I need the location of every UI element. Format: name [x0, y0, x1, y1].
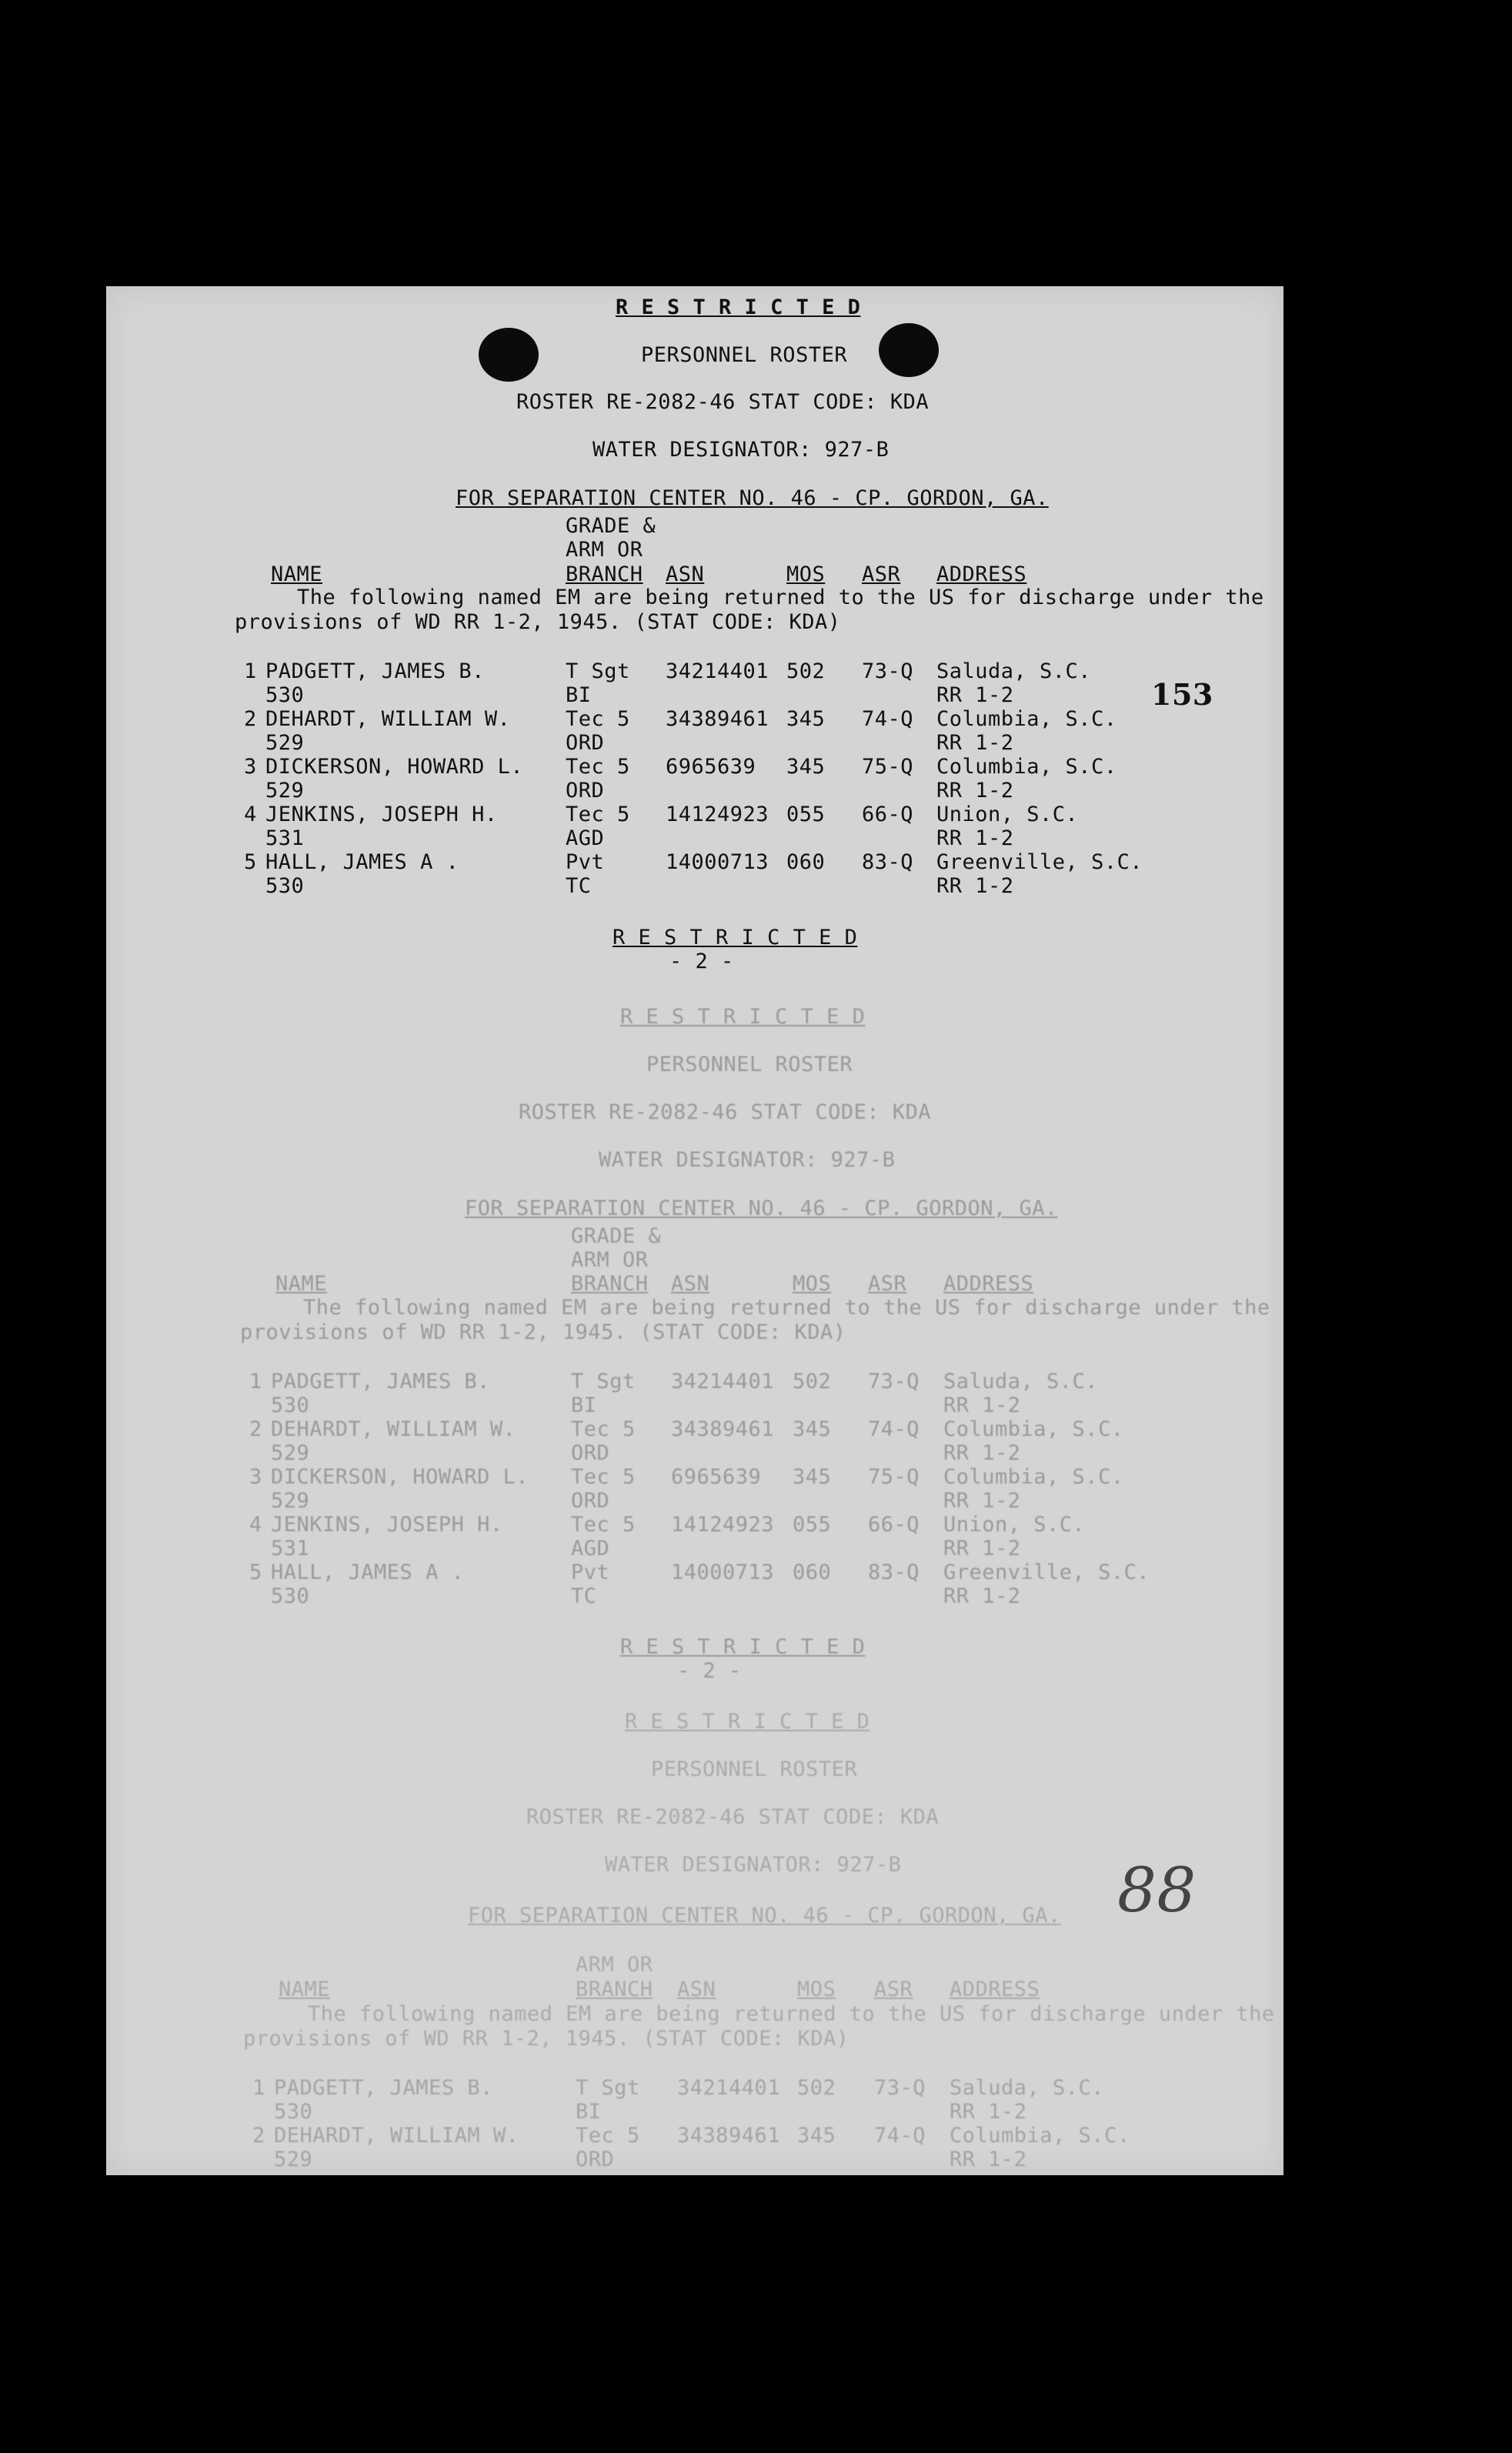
separation-center: FOR SEPARATION CENTER NO. 46 - CP. GORDON, GA.	[465, 1196, 1058, 1220]
water-designator: WATER DESIGNATOR: 927-B	[605, 1853, 902, 1877]
row-grade: Tec 5	[571, 1465, 636, 1489]
row-number: 1	[244, 659, 257, 683]
header-asn: ASN	[677, 1977, 716, 2001]
row-name: HALL, JAMES A .	[271, 1560, 465, 1584]
row-asr: 74-Q	[874, 2124, 926, 2148]
row-branch: BI	[576, 2100, 602, 2124]
roster-line: ROSTER RE-2082-46 STAT CODE: KDA	[526, 1805, 940, 1829]
row-grade: T Sgt	[566, 659, 630, 683]
header-arm: ARM OR	[566, 538, 643, 562]
row-grade: T Sgt	[576, 2076, 640, 2100]
row-code: 530	[265, 874, 305, 898]
row-asn: 14124923	[671, 1513, 775, 1537]
page-marker: - 2 -	[669, 949, 734, 973]
row-mos: 060	[786, 850, 826, 874]
row-grade: Tec 5	[566, 803, 630, 826]
row-code: 529	[265, 731, 305, 755]
row-grade: Pvt	[566, 850, 605, 874]
row-address: Union, S.C.	[936, 803, 1079, 826]
header-name: NAME	[275, 1272, 328, 1296]
row-grade: Tec 5	[566, 707, 630, 731]
row-address: Columbia, S.C.	[943, 1417, 1124, 1441]
header-branch: BRANCH	[571, 1272, 649, 1296]
header-asn: ASN	[666, 562, 705, 586]
header-address: ADDRESS	[936, 562, 1027, 586]
row-address: Union, S.C.	[943, 1513, 1086, 1537]
roster-title: PERSONNEL ROSTER	[641, 343, 848, 367]
row-name: PADGETT, JAMES B.	[265, 659, 485, 683]
row-name: DEHARDT, WILLIAM W.	[271, 1417, 516, 1441]
header-arm: ARM OR	[571, 1248, 649, 1272]
row-name: DEHARDT, WILLIAM W.	[274, 2124, 519, 2148]
row-grade: Tec 5	[571, 1417, 636, 1441]
roster-title: PERSONNEL ROSTER	[646, 1053, 853, 1076]
separation-center: FOR SEPARATION CENTER NO. 46 - CP. GORDON, GA.	[468, 1904, 1061, 1927]
water-designator: WATER DESIGNATOR: 927-B	[599, 1148, 896, 1172]
row-address-2: RR 1-2	[936, 779, 1014, 803]
row-address-2: RR 1-2	[936, 874, 1014, 898]
row-code: 530	[265, 683, 305, 707]
row-code: 530	[271, 1584, 310, 1608]
row-address-2: RR 1-2	[943, 1393, 1021, 1417]
water-designator: WATER DESIGNATOR: 927-B	[592, 438, 890, 462]
row-branch: AGD	[566, 826, 605, 850]
header-asr: ASR	[862, 562, 901, 586]
row-mos: 502	[793, 1370, 832, 1393]
intro-line-1: The following named EM are being returned to the US for discharge under the	[303, 1296, 1270, 1320]
row-asn: 14000713	[671, 1560, 775, 1584]
header-arm: ARM OR	[576, 1953, 653, 1977]
row-number: 3	[249, 1465, 262, 1489]
row-number: 2	[244, 707, 257, 731]
header-asr: ASR	[868, 1272, 907, 1296]
header-grade: GRADE &	[571, 1224, 662, 1248]
row-mos: 345	[786, 707, 826, 731]
row-asn: 34389461	[666, 707, 769, 731]
intro-line-1: The following named EM are being returned to the US for discharge under the	[297, 586, 1264, 609]
row-address: Saluda, S.C.	[936, 659, 1092, 683]
page-bottom-margin	[0, 2175, 1512, 2453]
row-address-2: RR 1-2	[943, 1441, 1021, 1465]
row-branch: ORD	[566, 779, 605, 803]
row-branch: TC	[566, 874, 592, 898]
row-asr: 73-Q	[874, 2076, 926, 2100]
header-address: ADDRESS	[943, 1272, 1034, 1296]
row-grade: Tec 5	[571, 1513, 636, 1537]
intro-line-2: provisions of WD RR 1-2, 1945. (STAT CODE: KDA)	[243, 2027, 849, 2051]
row-branch: BI	[566, 683, 592, 707]
row-name: HALL, JAMES A .	[265, 850, 459, 874]
classification-header: R E S T R I C T E D	[616, 295, 861, 319]
header-grade: GRADE &	[566, 514, 656, 538]
row-number: 1	[252, 2076, 265, 2100]
row-branch: AGD	[571, 1537, 610, 1560]
header-branch: BRANCH	[566, 562, 643, 586]
header-address: ADDRESS	[950, 1977, 1040, 2001]
row-asr: 73-Q	[868, 1370, 920, 1393]
row-asr: 66-Q	[868, 1513, 920, 1537]
row-branch: ORD	[576, 2148, 615, 2171]
header-mos: MOS	[797, 1977, 836, 2001]
separation-center: FOR SEPARATION CENTER NO. 46 - CP. GORDON, GA.	[456, 486, 1049, 510]
row-grade: Tec 5	[576, 2124, 640, 2148]
row-address-2: RR 1-2	[950, 2100, 1027, 2124]
row-branch: TC	[571, 1584, 597, 1608]
row-grade: Pvt	[571, 1560, 610, 1584]
row-branch: ORD	[571, 1441, 610, 1465]
header-name: NAME	[271, 562, 323, 586]
row-address-2: RR 1-2	[943, 1489, 1021, 1513]
row-asn: 34214401	[677, 2076, 781, 2100]
punch-hole-right	[879, 323, 939, 377]
row-number: 2	[249, 1417, 262, 1441]
row-name: JENKINS, JOSEPH H.	[271, 1513, 503, 1537]
row-address: Columbia, S.C.	[950, 2124, 1130, 2148]
header-mos: MOS	[793, 1272, 832, 1296]
row-name: DICKERSON, HOWARD L.	[265, 755, 524, 779]
row-asr: 83-Q	[868, 1560, 920, 1584]
row-address: Columbia, S.C.	[943, 1465, 1124, 1489]
row-mos: 060	[793, 1560, 832, 1584]
row-address: Greenville, S.C.	[936, 850, 1143, 874]
row-address-2: RR 1-2	[936, 826, 1014, 850]
header-asn: ASN	[671, 1272, 710, 1296]
roster-line: ROSTER RE-2082-46 STAT CODE: KDA	[519, 1100, 932, 1124]
row-number: 3	[244, 755, 257, 779]
header-mos: MOS	[786, 562, 826, 586]
row-asn: 6965639	[666, 755, 756, 779]
row-mos: 055	[793, 1513, 832, 1537]
row-code: 530	[271, 1393, 310, 1417]
row-address-2: RR 1-2	[943, 1584, 1021, 1608]
row-number: 1	[249, 1370, 262, 1393]
row-asn: 34389461	[677, 2124, 781, 2148]
row-code: 530	[274, 2100, 313, 2124]
header-branch: BRANCH	[576, 1977, 653, 2001]
row-name: JENKINS, JOSEPH H.	[265, 803, 498, 826]
row-grade: Tec 5	[566, 755, 630, 779]
row-mos: 502	[797, 2076, 836, 2100]
row-asn: 6965639	[671, 1465, 762, 1489]
row-asr: 83-Q	[862, 850, 914, 874]
roster-title: PERSONNEL ROSTER	[651, 1757, 858, 1781]
row-asr: 73-Q	[862, 659, 914, 683]
row-address: Columbia, S.C.	[936, 755, 1117, 779]
row-address-2: RR 1-2	[936, 683, 1014, 707]
row-address-2: RR 1-2	[936, 731, 1014, 755]
row-address: Columbia, S.C.	[936, 707, 1117, 731]
pencil-annotation: 88	[1117, 1854, 1197, 1926]
classification-footer: R E S T R I C T E D	[612, 926, 858, 949]
row-asn: 34389461	[671, 1417, 775, 1441]
row-name: DEHARDT, WILLIAM W.	[265, 707, 511, 731]
classification-header: R E S T R I C T E D	[620, 1005, 866, 1029]
intro-line-2: provisions of WD RR 1-2, 1945. (STAT CODE: KDA)	[240, 1320, 846, 1344]
row-name: DICKERSON, HOWARD L.	[271, 1465, 529, 1489]
row-code: 529	[271, 1441, 310, 1465]
row-branch: BI	[571, 1393, 597, 1417]
row-code: 529	[271, 1489, 310, 1513]
row-number: 5	[244, 850, 257, 874]
row-asr: 66-Q	[862, 803, 914, 826]
row-address-2: RR 1-2	[943, 1537, 1021, 1560]
row-grade: T Sgt	[571, 1370, 636, 1393]
row-address: Greenville, S.C.	[943, 1560, 1150, 1584]
intro-line-2: provisions of WD RR 1-2, 1945. (STAT CODE: KDA)	[235, 610, 841, 634]
intro-line-1: The following named EM are being returned to the US for discharge under the	[308, 2002, 1275, 2026]
row-mos: 055	[786, 803, 826, 826]
row-number: 5	[249, 1560, 262, 1584]
row-asr: 75-Q	[868, 1465, 920, 1489]
row-branch: ORD	[566, 731, 605, 755]
header-asr: ASR	[874, 1977, 913, 2001]
row-asr: 74-Q	[862, 707, 914, 731]
row-address: Saluda, S.C.	[943, 1370, 1099, 1393]
row-asn: 14124923	[666, 803, 769, 826]
row-number: 2	[252, 2124, 265, 2148]
row-asn: 34214401	[671, 1370, 775, 1393]
row-address-2: RR 1-2	[950, 2148, 1027, 2171]
page-marker: - 2 -	[677, 1659, 742, 1683]
roster-line: ROSTER RE-2082-46 STAT CODE: KDA	[516, 390, 930, 414]
row-mos: 345	[797, 2124, 836, 2148]
row-code: 531	[271, 1537, 310, 1560]
header-name: NAME	[279, 1977, 331, 2001]
row-mos: 345	[786, 755, 826, 779]
row-number: 4	[249, 1513, 262, 1537]
row-code: 529	[265, 779, 305, 803]
row-name: PADGETT, JAMES B.	[271, 1370, 490, 1393]
row-code: 531	[265, 826, 305, 850]
punch-hole-left	[479, 328, 539, 382]
row-name: PADGETT, JAMES B.	[274, 2076, 493, 2100]
classification-header: R E S T R I C T E D	[625, 1710, 870, 1734]
row-asn: 14000713	[666, 850, 769, 874]
row-mos: 502	[786, 659, 826, 683]
row-mos: 345	[793, 1417, 832, 1441]
row-mos: 345	[793, 1465, 832, 1489]
row-number: 4	[244, 803, 257, 826]
row-branch: ORD	[571, 1489, 610, 1513]
row-code: 529	[274, 2148, 313, 2171]
row-asr: 74-Q	[868, 1417, 920, 1441]
row-asn: 34214401	[666, 659, 769, 683]
classification-footer: R E S T R I C T E D	[620, 1635, 866, 1659]
row-address: Saluda, S.C.	[950, 2076, 1105, 2100]
stamp-number: 153	[1151, 677, 1213, 712]
row-asr: 75-Q	[862, 755, 914, 779]
